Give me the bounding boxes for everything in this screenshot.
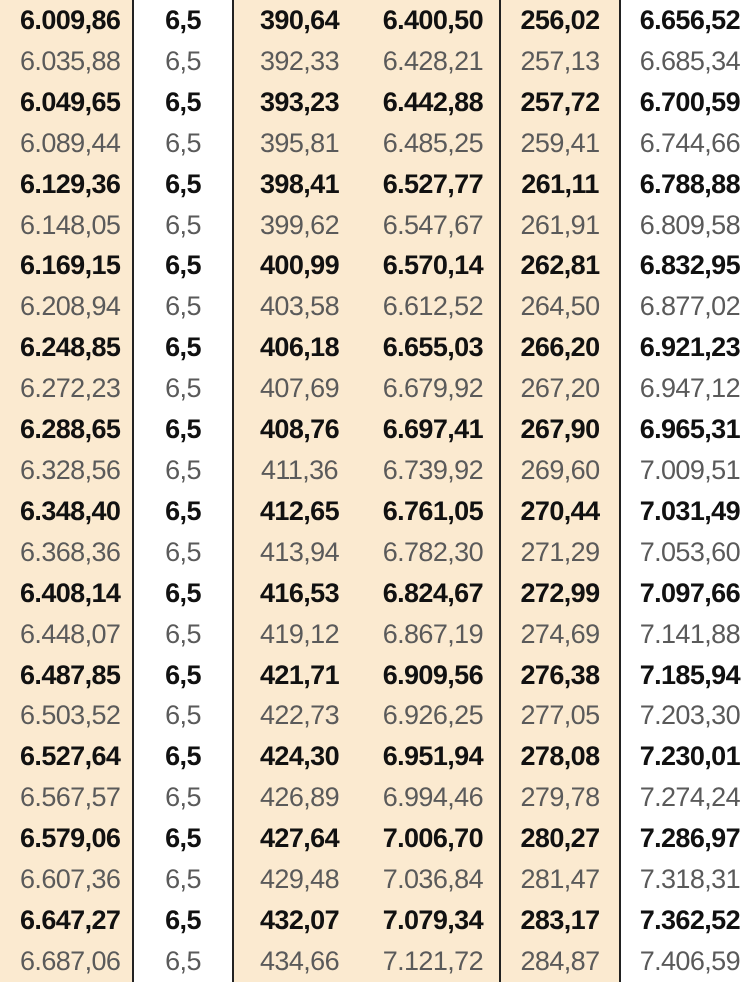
- table-cell-col-1: 6.129,36: [0, 164, 133, 205]
- table-row: [0, 532, 750, 573]
- table-row: [0, 614, 750, 655]
- table-cell-col-3: 432,07: [233, 900, 365, 941]
- table-cell-col-4: 6.782,30: [365, 532, 500, 573]
- table-row: [0, 368, 750, 409]
- table-cell-col-4: 7.006,70: [365, 818, 500, 859]
- table-row: [0, 900, 750, 941]
- table-cell-col-3: 422,73: [233, 695, 365, 736]
- table-cell-col-3: 424,30: [233, 736, 365, 777]
- table-cell-col-2: 6,5: [133, 532, 233, 573]
- table-cell-col-3: 393,23: [233, 82, 365, 123]
- table-cell-col-6: 7.318,31: [620, 859, 750, 900]
- table-cell-col-3: 419,12: [233, 614, 365, 655]
- table-cell-col-3: 413,94: [233, 532, 365, 573]
- table-cell-col-2: 6,5: [133, 573, 233, 614]
- table-cell-col-1: 6.288,65: [0, 409, 133, 450]
- table-cell-col-5: 284,87: [500, 941, 620, 982]
- table-cell-col-5: 274,69: [500, 614, 620, 655]
- table-cell-col-4: 6.994,46: [365, 777, 500, 818]
- table-cell-col-5: 276,38: [500, 655, 620, 696]
- table-cell-col-4: 6.527,77: [365, 164, 500, 205]
- table-cell-col-3: 398,41: [233, 164, 365, 205]
- table-cell-col-6: 7.053,60: [620, 532, 750, 573]
- table-cell-col-2: 6,5: [133, 777, 233, 818]
- table-cell-col-2: 6,5: [133, 655, 233, 696]
- table-cell-col-4: 7.079,34: [365, 900, 500, 941]
- table-cell-col-5: 277,05: [500, 695, 620, 736]
- table-cell-col-4: 6.428,21: [365, 41, 500, 82]
- table-cell-col-1: 6.169,15: [0, 245, 133, 286]
- table-cell-col-4: 6.400,50: [365, 0, 500, 41]
- table-row: [0, 409, 750, 450]
- table-row: [0, 41, 750, 82]
- table-cell-col-5: 270,44: [500, 491, 620, 532]
- table-cell-col-5: 257,13: [500, 41, 620, 82]
- table-cell-col-5: 278,08: [500, 736, 620, 777]
- table-cell-col-1: 6.009,86: [0, 0, 133, 41]
- table-cell-col-4: 6.442,88: [365, 82, 500, 123]
- table-cell-col-2: 6,5: [133, 736, 233, 777]
- table-cell-col-6: 7.203,30: [620, 695, 750, 736]
- table-cell-col-5: 259,41: [500, 123, 620, 164]
- table-row: [0, 450, 750, 491]
- table-cell-col-1: 6.448,07: [0, 614, 133, 655]
- table-cell-col-3: 427,64: [233, 818, 365, 859]
- table-cell-col-2: 6,5: [133, 450, 233, 491]
- table-cell-col-1: 6.248,85: [0, 327, 133, 368]
- table-cell-col-4: 6.655,03: [365, 327, 500, 368]
- table-row: [0, 695, 750, 736]
- table-cell-col-6: 7.185,94: [620, 655, 750, 696]
- table-cell-col-2: 6,5: [133, 859, 233, 900]
- table-cell-col-5: 272,99: [500, 573, 620, 614]
- table-cell-col-2: 6,5: [133, 82, 233, 123]
- table-cell-col-6: 7.362,52: [620, 900, 750, 941]
- table-cell-col-1: 6.503,52: [0, 695, 133, 736]
- table-cell-col-4: 6.739,92: [365, 450, 500, 491]
- table-cell-col-1: 6.647,27: [0, 900, 133, 941]
- table-cell-col-3: 412,65: [233, 491, 365, 532]
- table-cell-col-5: 257,72: [500, 82, 620, 123]
- table-cell-col-4: 6.867,19: [365, 614, 500, 655]
- table-row: [0, 123, 750, 164]
- table-cell-col-2: 6,5: [133, 614, 233, 655]
- table-cell-col-4: 6.570,14: [365, 245, 500, 286]
- table-row: [0, 286, 750, 327]
- table-cell-col-1: 6.148,05: [0, 205, 133, 246]
- table-row: [0, 655, 750, 696]
- table-cell-col-5: 261,91: [500, 205, 620, 246]
- table-row: [0, 859, 750, 900]
- table-cell-col-1: 6.408,14: [0, 573, 133, 614]
- table-cell-col-5: 262,81: [500, 245, 620, 286]
- table-cell-col-2: 6,5: [133, 123, 233, 164]
- table-cell-col-4: 7.036,84: [365, 859, 500, 900]
- table-cell-col-4: 6.697,41: [365, 409, 500, 450]
- table-cell-col-5: 256,02: [500, 0, 620, 41]
- table-cell-col-3: 416,53: [233, 573, 365, 614]
- table-cell-col-2: 6,5: [133, 368, 233, 409]
- table-row: [0, 736, 750, 777]
- table-row: [0, 245, 750, 286]
- table-cell-col-3: 392,33: [233, 41, 365, 82]
- table-row: [0, 0, 750, 41]
- table-cell-col-6: 7.009,51: [620, 450, 750, 491]
- table-cell-col-6: 7.031,49: [620, 491, 750, 532]
- table-cell-col-2: 6,5: [133, 0, 233, 41]
- table-row: [0, 82, 750, 123]
- table-cell-col-6: 6.809,58: [620, 205, 750, 246]
- table-cell-col-4: 7.121,72: [365, 941, 500, 982]
- table-cell-col-6: 6.965,31: [620, 409, 750, 450]
- table-cell-col-2: 6,5: [133, 818, 233, 859]
- table-cell-col-2: 6,5: [133, 491, 233, 532]
- table-cell-col-5: 279,78: [500, 777, 620, 818]
- table-cell-col-6: 6.656,52: [620, 0, 750, 41]
- table-cell-col-5: 281,47: [500, 859, 620, 900]
- table-cell-col-6: 6.921,23: [620, 327, 750, 368]
- table-cell-col-4: 6.612,52: [365, 286, 500, 327]
- table-cell-col-1: 6.368,36: [0, 532, 133, 573]
- table-cell-col-3: 429,48: [233, 859, 365, 900]
- table-cell-col-4: 6.679,92: [365, 368, 500, 409]
- table-row: [0, 205, 750, 246]
- table-cell-col-4: 6.951,94: [365, 736, 500, 777]
- table-cell-col-3: 411,36: [233, 450, 365, 491]
- table-cell-col-4: 6.926,25: [365, 695, 500, 736]
- table-cell-col-4: 6.824,67: [365, 573, 500, 614]
- table-cell-col-2: 6,5: [133, 900, 233, 941]
- table-cell-col-1: 6.607,36: [0, 859, 133, 900]
- table-cell-col-3: 426,89: [233, 777, 365, 818]
- table-cell-col-2: 6,5: [133, 286, 233, 327]
- table-cell-col-2: 6,5: [133, 41, 233, 82]
- table-cell-col-1: 6.089,44: [0, 123, 133, 164]
- table-row: [0, 491, 750, 532]
- table-cell-col-4: 6.547,67: [365, 205, 500, 246]
- table-cell-col-4: 6.761,05: [365, 491, 500, 532]
- table-cell-col-3: 421,71: [233, 655, 365, 696]
- table-cell-col-1: 6.272,23: [0, 368, 133, 409]
- table-cell-col-1: 6.208,94: [0, 286, 133, 327]
- table-cell-col-6: 6.700,59: [620, 82, 750, 123]
- table-cell-col-5: 267,90: [500, 409, 620, 450]
- table-cell-col-2: 6,5: [133, 327, 233, 368]
- table-cell-col-6: 7.406,59: [620, 941, 750, 982]
- table-row: [0, 573, 750, 614]
- table-cell-col-6: 7.141,88: [620, 614, 750, 655]
- table-cell-col-5: 269,60: [500, 450, 620, 491]
- table-cell-col-3: 400,99: [233, 245, 365, 286]
- table-cell-col-1: 6.687,06: [0, 941, 133, 982]
- table-row: [0, 818, 750, 859]
- table-cell-col-1: 6.035,88: [0, 41, 133, 82]
- table-cell-col-3: 406,18: [233, 327, 365, 368]
- table-cell-col-6: 6.744,66: [620, 123, 750, 164]
- table-row: [0, 777, 750, 818]
- table-cell-col-2: 6,5: [133, 409, 233, 450]
- table-cell-col-6: 7.097,66: [620, 573, 750, 614]
- table-cell-col-5: 271,29: [500, 532, 620, 573]
- table-cell-col-5: 261,11: [500, 164, 620, 205]
- table-cell-col-1: 6.527,64: [0, 736, 133, 777]
- table-cell-col-3: 390,64: [233, 0, 365, 41]
- table-row: [0, 941, 750, 982]
- table-cell-col-3: 395,81: [233, 123, 365, 164]
- table-cell-col-2: 6,5: [133, 205, 233, 246]
- table-cell-col-1: 6.348,40: [0, 491, 133, 532]
- table-row: [0, 327, 750, 368]
- table-cell-col-5: 280,27: [500, 818, 620, 859]
- table-cell-col-3: 408,76: [233, 409, 365, 450]
- table-cell-col-3: 407,69: [233, 368, 365, 409]
- table-cell-col-6: 7.230,01: [620, 736, 750, 777]
- table-cell-col-6: 7.274,24: [620, 777, 750, 818]
- table-cell-col-3: 399,62: [233, 205, 365, 246]
- table-cell-col-2: 6,5: [133, 245, 233, 286]
- table-cell-col-2: 6,5: [133, 695, 233, 736]
- table-cell-col-5: 264,50: [500, 286, 620, 327]
- table-cell-col-5: 266,20: [500, 327, 620, 368]
- table-cell-col-6: 6.832,95: [620, 245, 750, 286]
- table-cell-col-4: 6.485,25: [365, 123, 500, 164]
- table-cell-col-6: 6.788,88: [620, 164, 750, 205]
- table-cell-col-6: 6.877,02: [620, 286, 750, 327]
- table-cell-col-1: 6.049,65: [0, 82, 133, 123]
- table-cell-col-1: 6.487,85: [0, 655, 133, 696]
- table-row: [0, 164, 750, 205]
- table-cell-col-2: 6,5: [133, 164, 233, 205]
- table-cell-col-5: 283,17: [500, 900, 620, 941]
- table-cell-col-3: 403,58: [233, 286, 365, 327]
- table-cell-col-6: 6.685,34: [620, 41, 750, 82]
- table-cell-col-1: 6.567,57: [0, 777, 133, 818]
- table-cell-col-1: 6.328,56: [0, 450, 133, 491]
- table-cell-col-4: 6.909,56: [365, 655, 500, 696]
- table-cell-col-1: 6.579,06: [0, 818, 133, 859]
- table-cell-col-5: 267,20: [500, 368, 620, 409]
- table-cell-col-6: 7.286,97: [620, 818, 750, 859]
- table-cell-col-6: 6.947,12: [620, 368, 750, 409]
- table-cell-col-2: 6,5: [133, 941, 233, 982]
- table-cell-col-3: 434,66: [233, 941, 365, 982]
